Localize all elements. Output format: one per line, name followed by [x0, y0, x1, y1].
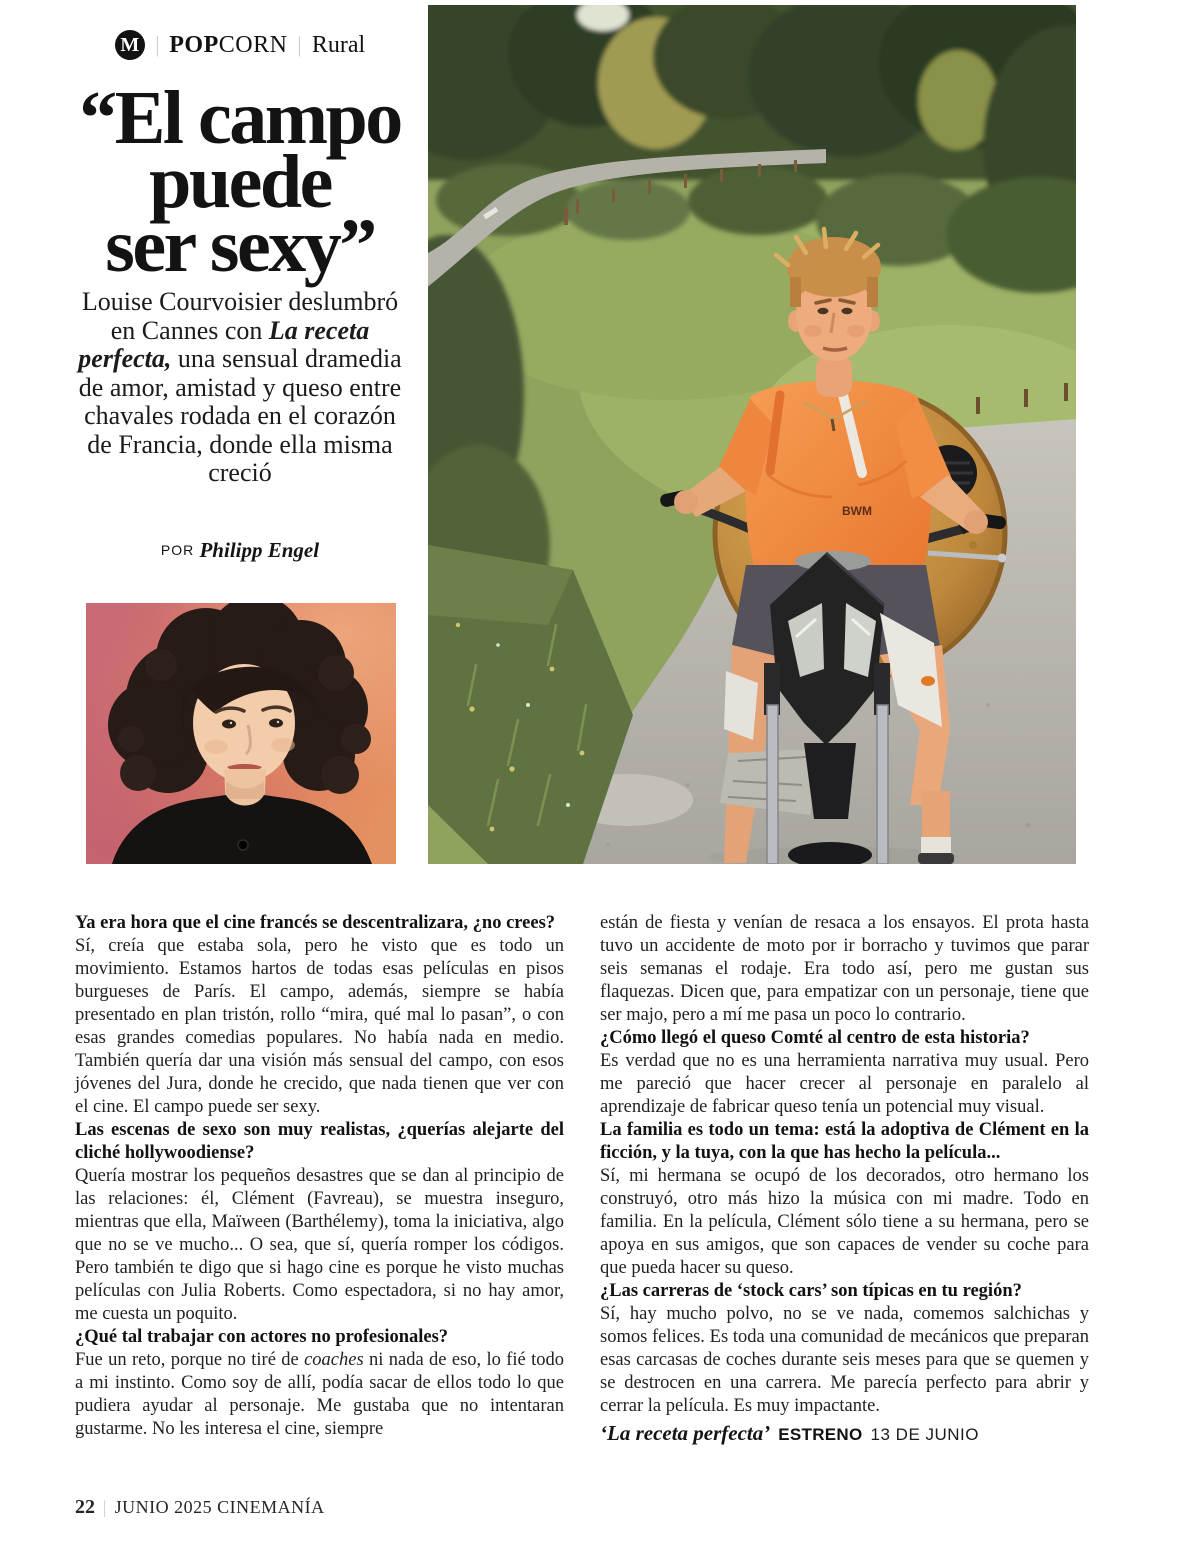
interview-question: ¿Las carreras de ‘stock cars’ son típicas en tu región? — [600, 1281, 1022, 1301]
answer-pre: Fue un reto, porque no tiré de — [75, 1350, 305, 1370]
standfirst — [70, 288, 410, 488]
film-credit — [600, 1422, 1089, 1446]
film-title: La receta perfecta, — [78, 315, 370, 373]
shirt-text: BWM — [842, 504, 872, 518]
interview-question: Ya era hora que el cine francés se descentralizara, ¿no crees? — [75, 913, 556, 933]
interview-answer: Quería mostrar los pequeños desastres que se dan al principio de las relaciones: él, Clément (Favreau), se muestra inseguro, mientras que ella, Maïween (Barthélemy), toma la iniciativa, algo que no se ve mucho... O sea, que sí, quería romper los códigos. Pero también te digo que si hago cine es porque he visto muchas películas con Julia Roberts. Como espectadora, si no hay amor, me cuesta un poquito. — [75, 1166, 564, 1324]
page-title — [48, 76, 432, 288]
headline-line-2: puede — [149, 140, 331, 224]
interview-question: Las escenas de sexo son muy realistas, ¿querías alejarte del cliché hollywoodiense? — [75, 1120, 564, 1163]
byline-author: Philipp Engel — [199, 538, 320, 562]
portrait-illustration — [86, 603, 396, 864]
kicker-brand — [169, 32, 287, 59]
page-footer — [75, 1496, 325, 1519]
standfirst-post: una sensual dramedia de amor, amistad y queso entre chavales rodada en el corazón de Francia, donde ella misma creció — [78, 344, 402, 487]
interview-question: ¿Qué tal trabajar con actores no profesionales? — [75, 1327, 449, 1347]
film-credit-label: ESTRENO — [778, 1425, 863, 1444]
headline-line-1: “El campo — [79, 76, 401, 160]
interview-answer: Es verdad que no es una herramienta narrativa muy usual. Pero me pareció que hacer crecer al personaje en paralelo al aprendizaje de fabricar queso tenía un potencial muy visual. — [600, 1051, 1089, 1117]
motorcycle-cheese-photo — [428, 5, 1076, 864]
kicker — [60, 30, 420, 60]
page-number: 22 — [75, 1496, 95, 1518]
film-credit-title: ‘La receta perfecta’ — [600, 1421, 771, 1445]
answer-post: ni nada de eso, lo fié todo a mi instinto. Como soy de allí, podía sacar de ellos todo lo que pudiera ayudar al personaje. Me gustaba que no intentaran gustarme. No les interesa el cine, siempre — [75, 1350, 564, 1439]
headline-line-3: ser sexy” — [105, 204, 375, 288]
article-column-right — [600, 912, 1089, 1446]
interview-answer: Sí, creía que estaba sola, pero he visto que es todo un movimiento. Estamos hartos de todas esas películas en pisos burgueses de París. El campo, además, siempre se había presentado en plan tristón, rollo “mira, qué mal lo pasan”, o con esas grandes comedias populares. No había nada en medio. También quería dar una visión más sensual del campo, con esos jóvenes del Jura, donde he crecido, que nada tienen que ver con el cine. El campo puede ser sexy. — [75, 936, 564, 1117]
interview-answer: Sí, mi hermana se ocupó de los decorados, otro hermano los construyó, otro más hizo la música con mi madre. Todo en familia. En la película, Clément sólo tiene a su hermana, pero se apoya en sus amigos, que son capaces de vender su coche para que pueda hacer su queso. — [600, 1166, 1089, 1278]
director-portrait-photo — [86, 603, 396, 864]
interview-answer: Sí, hay mucho polvo, no se ve nada, comemos salchichas y somos felices. Es toda una comunidad de mecánicos que preparan esas carcasas de coches durante seis meses para que se quemen y se destrocen en una carrera. Me parecía perfecto para abrir y cerrar la película. Es muy impactante. — [600, 1304, 1089, 1416]
interview-answer — [75, 1349, 564, 1441]
interview-question: ¿Cómo llegó el queso Comté al centro de esta historia? — [600, 1028, 1030, 1048]
answer-italic: coaches — [304, 1350, 364, 1370]
byline-label: POR — [160, 542, 195, 558]
standfirst-pre: Louise Courvoisier deslumbró en Cannes con — [81, 287, 399, 345]
issue-label: JUNIO 2025 CINEMANÍA — [114, 1497, 325, 1517]
m-magazine-logo-icon: M — [115, 30, 145, 60]
kicker-brand-bold: POP — [169, 31, 219, 58]
kicker-brand-light: CORN — [218, 31, 288, 58]
interview-answer: están de fiesta y venían de resaca a los ensayos. El prota hasta tuvo un accidente de moto por ir borracho y tuvimos que parar seis semanas el rodaje. Era todo así, pero me gustan sus flaquezas. Dicen que, para empatizar con un personaje, tiene que ser majo, pero a mí me pasa un poco lo contrario. — [600, 913, 1089, 1025]
interview-question: La familia es todo un tema: está la adoptiva de Clément en la ficción, y la tuya, con la que has hecho la película... — [600, 1120, 1089, 1163]
kicker-divider-2: | — [298, 32, 301, 57]
article-column-left — [75, 912, 564, 1441]
byline — [70, 538, 410, 563]
kicker-section: Rural — [311, 31, 366, 58]
footer-divider: | — [103, 1497, 106, 1517]
film-credit-date: 13 DE JUNIO — [870, 1425, 980, 1444]
main-photo-illustration — [428, 5, 1076, 864]
kicker-divider: | — [155, 32, 159, 57]
